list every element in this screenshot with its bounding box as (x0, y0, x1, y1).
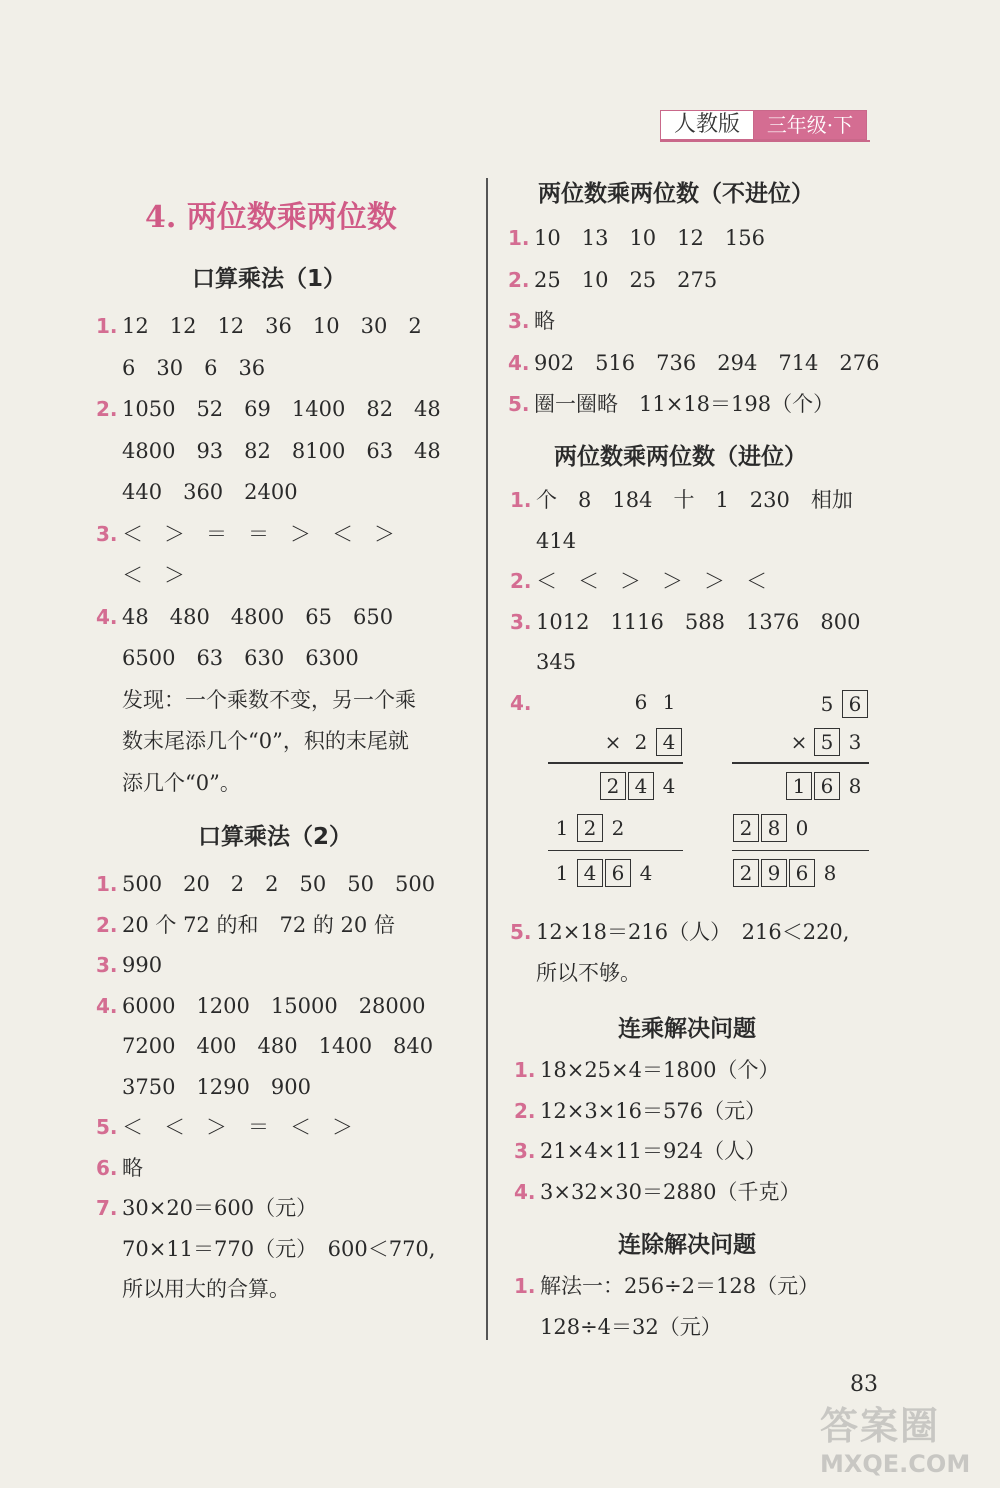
answer-text: 10 13 10 12 156 (534, 226, 765, 250)
edition-tag (660, 110, 867, 140)
answer-text: 略 (122, 1155, 143, 1180)
calc-rule (732, 850, 869, 852)
page-number: 83 (850, 1372, 878, 1397)
answer-text: 25 10 25 275 (534, 267, 718, 292)
section-title: 两位数乘两位数（不进位） (538, 181, 814, 207)
answer-line (96, 472, 476, 514)
answer-text: 440 360 2400 (122, 480, 298, 504)
item-number: 5. (510, 920, 532, 944)
answer-text: 6 30 6 36 (122, 355, 266, 380)
answer-line (96, 306, 476, 348)
vertical-calc-1 (548, 690, 683, 895)
section-title: 口算乘法（1） (192, 266, 347, 292)
answer-text: 20 个 72 的和 72 的 20 倍 (122, 912, 395, 937)
answer-line (514, 1266, 894, 1307)
item-number: 3. (514, 1139, 536, 1163)
section-title: 连乘解决问题 (618, 1016, 756, 1042)
answer-text: 18×25×4＝1800（个） (540, 1058, 780, 1082)
answer-text: 12×18＝216（人） 216＜220, (536, 920, 850, 944)
column-divider (486, 178, 488, 1340)
answer-line (96, 431, 476, 473)
answer-text: 圈一圈略 11×18＝198（个） (534, 392, 835, 416)
answer-text: 添几个“0”。 (122, 770, 241, 795)
answer-text: 3×32×30＝2880（千克） (540, 1179, 801, 1204)
answer-text: ＜ ＜ ＞ ＝ ＜ ＞ (122, 1115, 353, 1139)
calc-rule (548, 850, 683, 852)
answer-line (96, 1188, 476, 1229)
item-number: 3. (508, 309, 530, 333)
times-sign: × (790, 730, 808, 754)
answer-text: 6500 63 630 6300 (122, 646, 359, 670)
answer-line (508, 218, 888, 260)
answer-box: 2 (600, 772, 626, 800)
digit: 2 (611, 815, 625, 840)
watermark-url: MXQE.COM (820, 1450, 971, 1478)
vc-row (732, 690, 869, 720)
item-number: 7. (96, 1196, 118, 1220)
answer-box: 2 (577, 814, 603, 842)
answer-box: 6 (789, 859, 815, 887)
digit: 8 (848, 773, 862, 798)
answer-box: 4 (628, 772, 654, 800)
answer-line (508, 301, 888, 343)
vc-row (548, 859, 683, 895)
answer-line (96, 680, 476, 722)
item-number: 2. (96, 397, 118, 421)
answer-text: 30×20＝600（元） (122, 1196, 318, 1220)
answer-line (96, 763, 476, 805)
answer-line (96, 1148, 476, 1189)
answer-line (96, 864, 476, 905)
item-number: 3. (510, 609, 532, 634)
answer-box: 1 (786, 772, 812, 800)
answer-text: 414 (536, 528, 577, 553)
item-number: 2. (96, 912, 118, 937)
answer-line (514, 1172, 894, 1213)
answer-text: 990 (122, 953, 163, 977)
item-number: 4. (508, 350, 530, 375)
answer-box: 6 (605, 859, 631, 887)
answer-line (510, 521, 890, 562)
item-number: 1. (514, 1274, 536, 1298)
digit: 1 (662, 690, 676, 714)
item-number: 1. (96, 872, 118, 896)
item-number: 4. (96, 604, 118, 629)
answer-text: ＜ ＞ (122, 563, 185, 587)
answer-line (96, 1067, 476, 1108)
item-number: 4. (510, 690, 532, 715)
answer-line (96, 514, 476, 556)
answer-line (96, 597, 476, 639)
left-sec1-list (96, 306, 476, 804)
item-number: 6. (96, 1155, 118, 1180)
right-sec2-item5 (510, 912, 890, 994)
answer-line (96, 348, 476, 390)
answer-text: 发现：一个乘数不变，另一个乘 (122, 687, 416, 712)
answer-text: 个 8 184 十 1 230 相加 (536, 488, 853, 512)
item-number: 1. (514, 1058, 536, 1082)
digit: 6 (634, 690, 648, 714)
header-rule (660, 140, 870, 142)
answer-text: 21×4×11＝924（人） (540, 1139, 767, 1163)
answer-text: 12 12 12 36 10 30 2 (122, 314, 422, 338)
calc-rule (548, 762, 683, 764)
vc-row (732, 772, 869, 808)
watermark-logo (820, 1395, 990, 1485)
answer-line (514, 1131, 894, 1172)
answer-box: 4 (577, 859, 603, 887)
answer-line (96, 905, 476, 946)
item-number: 1. (508, 226, 530, 250)
vc-row (548, 814, 683, 850)
digit: 4 (662, 773, 676, 798)
right-sec1-list (508, 218, 888, 426)
answer-line (96, 1107, 476, 1148)
edition-label: 人教版 (661, 111, 754, 139)
answer-line (510, 953, 890, 994)
section-title: 连除解决问题 (618, 1232, 756, 1258)
answer-text: 48 480 4800 65 650 (122, 604, 394, 629)
item-number: 1. (510, 488, 532, 512)
answer-line (510, 602, 890, 643)
answer-line (508, 260, 888, 302)
item-number: 3. (96, 953, 118, 977)
digit: 4 (639, 861, 653, 885)
answer-line (96, 986, 476, 1027)
answer-text: 345 (536, 650, 577, 674)
chapter-title: 4. 两位数乘两位数 (145, 200, 397, 235)
item-number: 5. (508, 392, 530, 416)
item-number: 4. (514, 1179, 536, 1204)
answer-text: 902 516 736 294 714 276 (534, 350, 880, 375)
vertical-calc-2 (732, 690, 869, 895)
answer-line (96, 638, 476, 680)
answer-text: 略 (534, 309, 555, 333)
answer-text: 500 20 2 2 50 50 500 (122, 872, 436, 896)
item-number: 2. (514, 1098, 536, 1123)
answer-text: 6000 1200 15000 28000 (122, 993, 426, 1018)
digit: 5 (820, 692, 834, 716)
answer-line (514, 1050, 894, 1091)
answer-box: 5 (814, 728, 840, 756)
answer-text: 解法一：256÷2＝128（元） (540, 1274, 820, 1298)
vc-row (732, 814, 869, 850)
answer-text: ＜ ＜ ＞ ＞ ＞ ＜ (536, 569, 767, 593)
answer-box: 2 (733, 859, 759, 887)
answer-line (96, 721, 476, 763)
answer-text: 所以用大的合算。 (122, 1277, 290, 1301)
right-sec2-list (510, 480, 890, 723)
answer-text: ＜ ＞ ＝ ＝ ＞ ＜ ＞ (122, 521, 395, 546)
answer-line (510, 480, 890, 521)
answer-text: 3750 1290 900 (122, 1074, 311, 1099)
left-sec2-list (96, 864, 476, 1310)
vc-row (548, 728, 683, 762)
section-title: 两位数乘两位数（进位） (554, 444, 807, 470)
item-number: 1. (96, 314, 118, 338)
answer-text: 4800 93 82 8100 63 48 (122, 438, 441, 463)
item-number: 2. (510, 569, 532, 593)
vc-row (548, 690, 683, 720)
section-title: 口算乘法（2） (198, 824, 353, 850)
digit: 3 (848, 730, 862, 754)
answer-line (96, 555, 476, 597)
answer-text: 70×11＝770（元） 600＜770, (122, 1236, 436, 1261)
answer-line (508, 384, 888, 426)
vc-row (732, 728, 869, 762)
item-number: 3. (96, 521, 118, 546)
answer-line (96, 1026, 476, 1067)
answer-text: 1050 52 69 1400 82 48 (122, 397, 441, 421)
digit: 8 (823, 861, 837, 885)
vc-row (732, 859, 869, 895)
digit: 1 (555, 815, 569, 840)
answer-text: 7200 400 480 1400 840 (122, 1034, 434, 1058)
answer-box: 6 (842, 690, 868, 718)
answer-line (514, 1307, 894, 1348)
digit: 0 (795, 815, 809, 840)
answer-text: 128÷4＝32（元） (540, 1314, 722, 1339)
answer-box: 8 (761, 814, 787, 842)
answer-line (508, 343, 888, 385)
answer-line (96, 1269, 476, 1310)
grade-label: 三年级·下 (754, 111, 866, 139)
answer-text: 12×3×16＝576（元） (540, 1098, 767, 1123)
watermark-text: 答案圈 (820, 1404, 941, 1448)
answer-box: 4 (656, 728, 682, 756)
answer-line (96, 945, 476, 986)
right-sec4-list (514, 1266, 894, 1347)
vc-row (548, 772, 683, 808)
answer-line (96, 389, 476, 431)
answer-text: 1012 1116 588 1376 800 (536, 609, 861, 634)
answer-box: 6 (814, 772, 840, 800)
answer-text: 所以不够。 (536, 961, 641, 985)
times-sign: × (604, 730, 622, 754)
answer-box: 9 (761, 859, 787, 887)
answer-text: 数末尾添几个“0”，积的末尾就 (122, 729, 409, 753)
answer-line (96, 1229, 476, 1270)
calc-rule (732, 762, 869, 764)
digit: 1 (555, 861, 569, 885)
item-number: 4. (96, 993, 118, 1018)
answer-line (510, 642, 890, 683)
item-number: 5. (96, 1115, 118, 1139)
right-sec3-list (514, 1050, 894, 1212)
answer-box: 2 (733, 814, 759, 842)
item-number: 2. (508, 267, 530, 292)
digit: 2 (634, 730, 648, 754)
answer-line (510, 561, 890, 602)
answer-line (510, 912, 890, 953)
answer-line (514, 1091, 894, 1132)
